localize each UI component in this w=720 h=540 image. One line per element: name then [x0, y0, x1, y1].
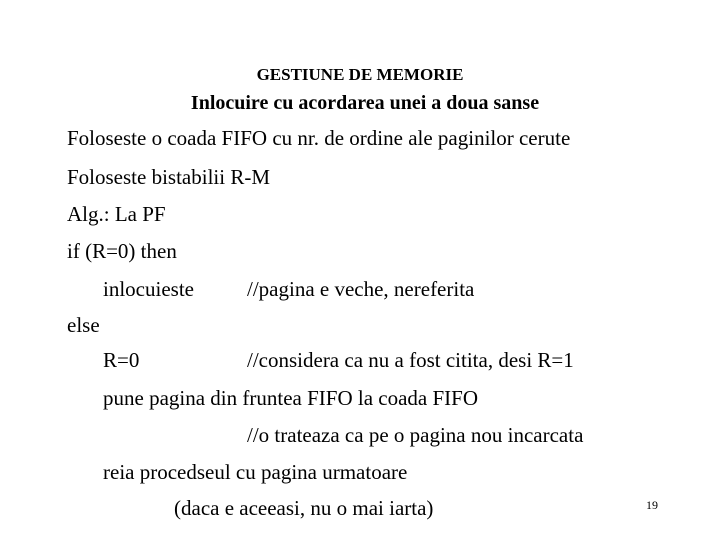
code-line-else: else [67, 313, 100, 337]
text-line-bistabili: Foloseste bistabilii R-M [67, 165, 271, 189]
text-line-alg: Alg.: La PF [67, 202, 166, 226]
code-line-reia: reia procedseul cu pagina urmatoare [103, 460, 408, 484]
code-line-inlocuieste: inlocuieste [103, 277, 194, 301]
code-comment-veche: //pagina e veche, nereferita [247, 277, 475, 301]
slide-title: GESTIUNE DE MEMORIE [256, 65, 464, 84]
code-comment-nou-incarcata: //o trateaza ca pe o pagina nou incarcata [247, 423, 584, 447]
code-line-if: if (R=0) then [67, 239, 177, 263]
code-comment-aceeasi: (daca e aceeasi, nu o mai iarta) [174, 496, 434, 520]
page-number: 19 [646, 498, 658, 512]
text-line-fifo: Foloseste o coada FIFO cu nr. de ordine ale paginilor cerute [67, 126, 571, 150]
slide-subtitle: Inlocuire cu acordarea unei a doua sanse [190, 92, 540, 114]
code-line-r-zero: R=0 [103, 348, 140, 372]
code-comment-citita: //considera ca nu a fost citita, desi R=1 [247, 348, 574, 372]
code-line-pune-pagina: pune pagina din fruntea FIFO la coada FIFO [103, 386, 478, 410]
